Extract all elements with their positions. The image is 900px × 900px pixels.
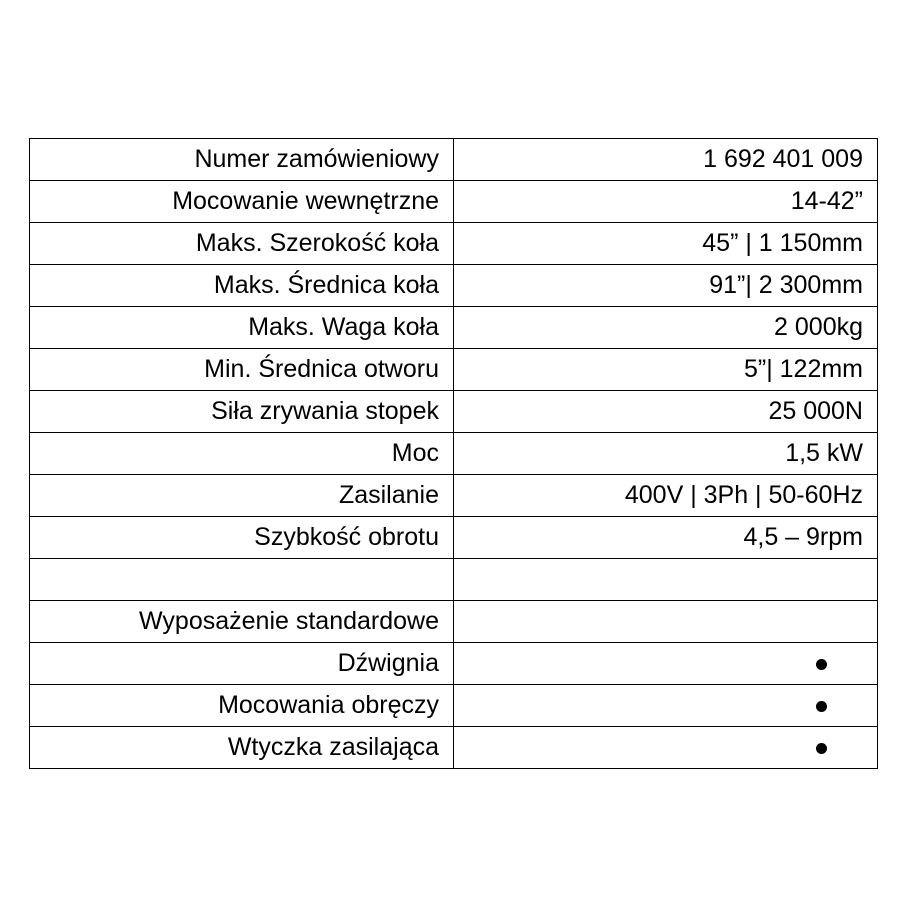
equipment-label-lever: Dźwignia [30,643,454,685]
table-row [30,223,878,265]
table-row [30,349,878,391]
spec-value-min-bore-diameter: 5”| 122mm [454,349,878,391]
table-row [30,601,878,643]
table-row [30,433,878,475]
equipment-included-lever [454,643,878,685]
specification-table [29,138,878,769]
empty-cell [454,559,878,601]
spec-value-rotation-speed: 4,5 – 9rpm [454,517,878,559]
table-row [30,517,878,559]
spec-label-max-wheel-weight: Maks. Waga koła [30,307,454,349]
table-row [30,307,878,349]
spec-value-max-wheel-weight: 2 000kg [454,307,878,349]
table-row [30,685,878,727]
table-row [30,391,878,433]
table-row [30,181,878,223]
table-row [30,139,878,181]
equipment-included-power-plug [454,727,878,769]
table-row-empty [30,559,878,601]
spec-value-internal-mounting: 14-42” [454,181,878,223]
spec-label-power: Moc [30,433,454,475]
bullet-icon [816,659,827,670]
empty-cell [454,601,878,643]
spec-label-power-supply: Zasilanie [30,475,454,517]
spec-label-rotation-speed: Szybkość obrotu [30,517,454,559]
spec-label-min-bore-diameter: Min. Średnica otworu [30,349,454,391]
spec-value-power-supply: 400V | 3Ph | 50-60Hz [454,475,878,517]
spec-label-order-number: Numer zamówieniowy [30,139,454,181]
table-row [30,475,878,517]
spec-value-max-wheel-width: 45” | 1 150mm [454,223,878,265]
spec-value-order-number: 1 692 401 009 [454,139,878,181]
table-row [30,643,878,685]
equipment-included-rim-clamps [454,685,878,727]
bullet-icon [816,701,827,712]
spec-label-max-wheel-width: Maks. Szerokość koła [30,223,454,265]
equipment-label-rim-clamps: Mocowania obręczy [30,685,454,727]
bullet-icon [816,743,827,754]
table-row [30,727,878,769]
spec-value-bead-breaking-force: 25 000N [454,391,878,433]
equipment-label-power-plug: Wtyczka zasilająca [30,727,454,769]
spec-label-internal-mounting: Mocowanie wewnętrzne [30,181,454,223]
spec-label-max-wheel-diameter: Maks. Średnica koła [30,265,454,307]
empty-cell [30,559,454,601]
standard-equipment-heading: Wyposażenie standardowe [30,601,454,643]
spec-value-max-wheel-diameter: 91”| 2 300mm [454,265,878,307]
spec-label-bead-breaking-force: Siła zrywania stopek [30,391,454,433]
table-row [30,265,878,307]
spec-value-power: 1,5 kW [454,433,878,475]
